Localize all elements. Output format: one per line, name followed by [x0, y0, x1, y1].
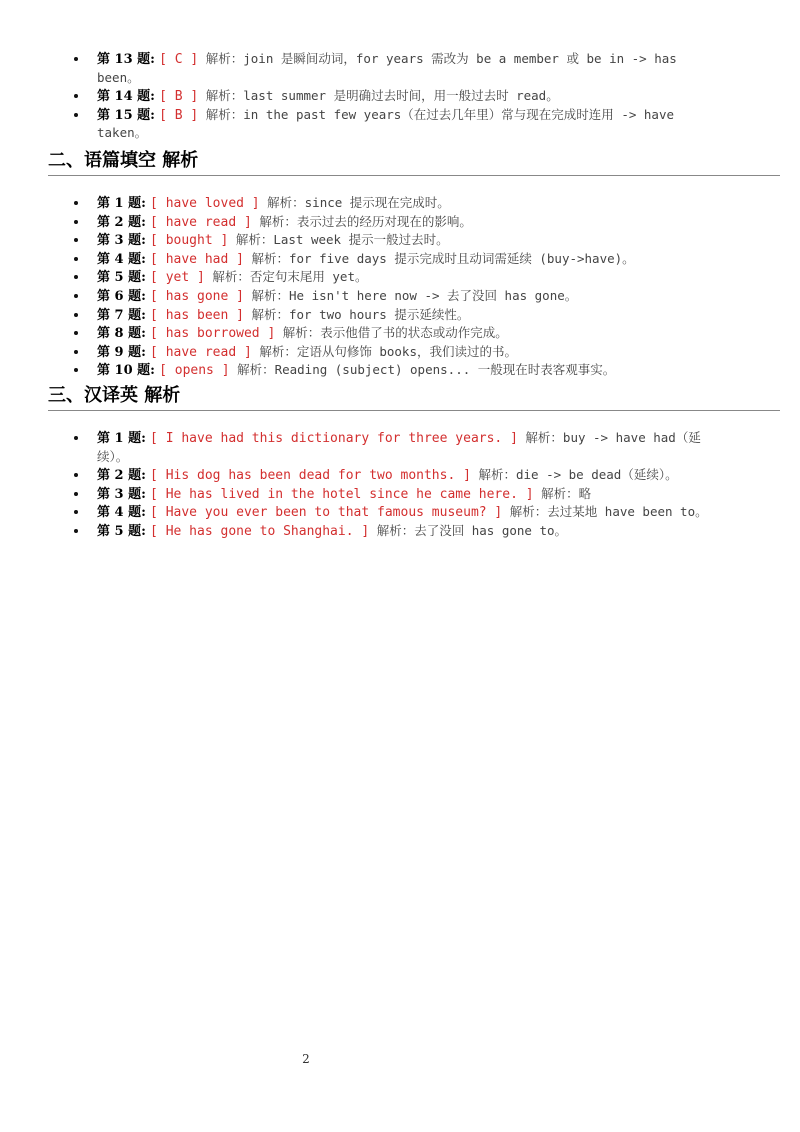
list-item [0, 50, 800, 87]
list-item [0, 87, 800, 106]
question-number: 第 5 题: [97, 523, 146, 539]
explanation: 解析：表示他借了书的状态或动作完成。 [275, 325, 508, 341]
question-number: 第 1 题: [97, 196, 146, 211]
explanation: 解析：buy -> have had（延续）。 [97, 430, 701, 464]
explanation: 解析：He isn't here now -> 去了没回 has gone。 [243, 287, 578, 303]
explanation: 解析：join 是瞬间动词，for years 需改为 be a member 或 be in -> has been。 [97, 51, 677, 85]
question-number: 第 10 题: [97, 363, 155, 379]
answer: [ B ] [159, 107, 199, 123]
explanation: 解析：die -> be dead（延续）。 [470, 467, 678, 483]
answer: [ yet ] [150, 270, 205, 286]
question-number: 第 9 题: [97, 344, 146, 360]
list-item [0, 231, 800, 250]
answer: [ have read ] [150, 214, 252, 230]
question-number: 第 2 题: [97, 214, 146, 230]
question-number: 第 14 题: [97, 89, 155, 105]
answer: [ have loved ] [150, 196, 260, 211]
answer: [ I have had this dictionary for three years. ] [150, 431, 518, 446]
explanation: 解析：Last week 提示一般过去时。 [228, 232, 449, 248]
list-item [0, 324, 800, 343]
question-number: 第 7 题: [97, 307, 146, 323]
list-item [0, 287, 800, 306]
list-item [0, 503, 800, 522]
explanation: 解析：Reading (subject) opens... 一般现在时表客观事实。 [229, 362, 616, 378]
list-item [0, 213, 800, 232]
answer: [ B ] [159, 89, 199, 105]
explanation: 解析：略 [533, 485, 592, 501]
answer: [ have read ] [150, 344, 252, 360]
answer: [ C ] [159, 52, 199, 67]
explanation: 解析：since 提示现在完成时。 [259, 195, 450, 210]
question-number: 第 1 题: [97, 431, 146, 446]
answer: [ He has gone to Shanghai. ] [150, 523, 370, 539]
explanation: 解析：for two hours 提示延续性。 [243, 306, 470, 322]
question-number: 第 2 题: [97, 468, 146, 484]
explanation: 解析：否定句末尾用 yet。 [204, 269, 368, 285]
answer: [ Have you ever been to that famous museum? ] [150, 505, 503, 521]
explanation: 解析：定语从句修饰 books，我们读过的书。 [251, 343, 517, 359]
list-item [0, 306, 800, 325]
answer-list-section-2 [0, 194, 800, 380]
answer-list-section-1-continued [0, 50, 800, 143]
explanation: 解析：去了没回 has gone to。 [369, 522, 568, 538]
question-number: 第 13 题: [97, 52, 155, 67]
answer: [ He has lived in the hotel since he came here. ] [150, 486, 534, 502]
list-item [0, 194, 800, 213]
question-number: 第 3 题: [97, 486, 146, 502]
explanation: 解析：in the past few years（在过去几年里）常与现在完成时连用 -> have taken。 [97, 106, 675, 141]
answer: [ has gone ] [150, 288, 244, 304]
explanation: 解析：for five days 提示完成时且动词需延续 (buy->have)。 [243, 250, 635, 266]
list-item [0, 466, 800, 485]
page-number: 2 [302, 1052, 310, 1066]
list-item [0, 522, 800, 541]
answer-list-section-3 [0, 429, 800, 541]
question-number: 第 6 题: [97, 288, 146, 304]
section-heading: 三、汉译英 解析 [48, 385, 780, 411]
question-number: 第 15 题: [97, 107, 155, 123]
list-item [0, 361, 800, 380]
answer: [ opens ] [159, 363, 230, 379]
list-item [0, 343, 800, 362]
list-item [0, 268, 800, 287]
question-number: 第 5 题: [97, 270, 146, 286]
question-number: 第 4 题: [97, 505, 146, 521]
question-number: 第 3 题: [97, 233, 146, 249]
answer: [ bought ] [150, 233, 229, 249]
explanation: 解析：去过某地 have been to。 [502, 504, 708, 520]
explanation: 解析：表示过去的经历对现在的影响。 [251, 213, 472, 229]
list-item [0, 250, 800, 269]
question-number: 第 8 题: [97, 326, 146, 342]
list-item [0, 485, 800, 504]
answer: [ has borrowed ] [150, 326, 276, 342]
explanation: 解析：last summer 是明确过去时间，用一般过去时 read。 [198, 88, 559, 104]
question-number: 第 4 题: [97, 251, 146, 267]
answer: [ has been ] [150, 307, 244, 323]
section-heading: 二、语篇填空 解析 [48, 150, 780, 176]
answer: [ have had ] [150, 251, 244, 267]
list-item [0, 106, 800, 143]
answer: [ His dog has been dead for two months. ] [150, 468, 471, 484]
list-item [0, 429, 800, 466]
